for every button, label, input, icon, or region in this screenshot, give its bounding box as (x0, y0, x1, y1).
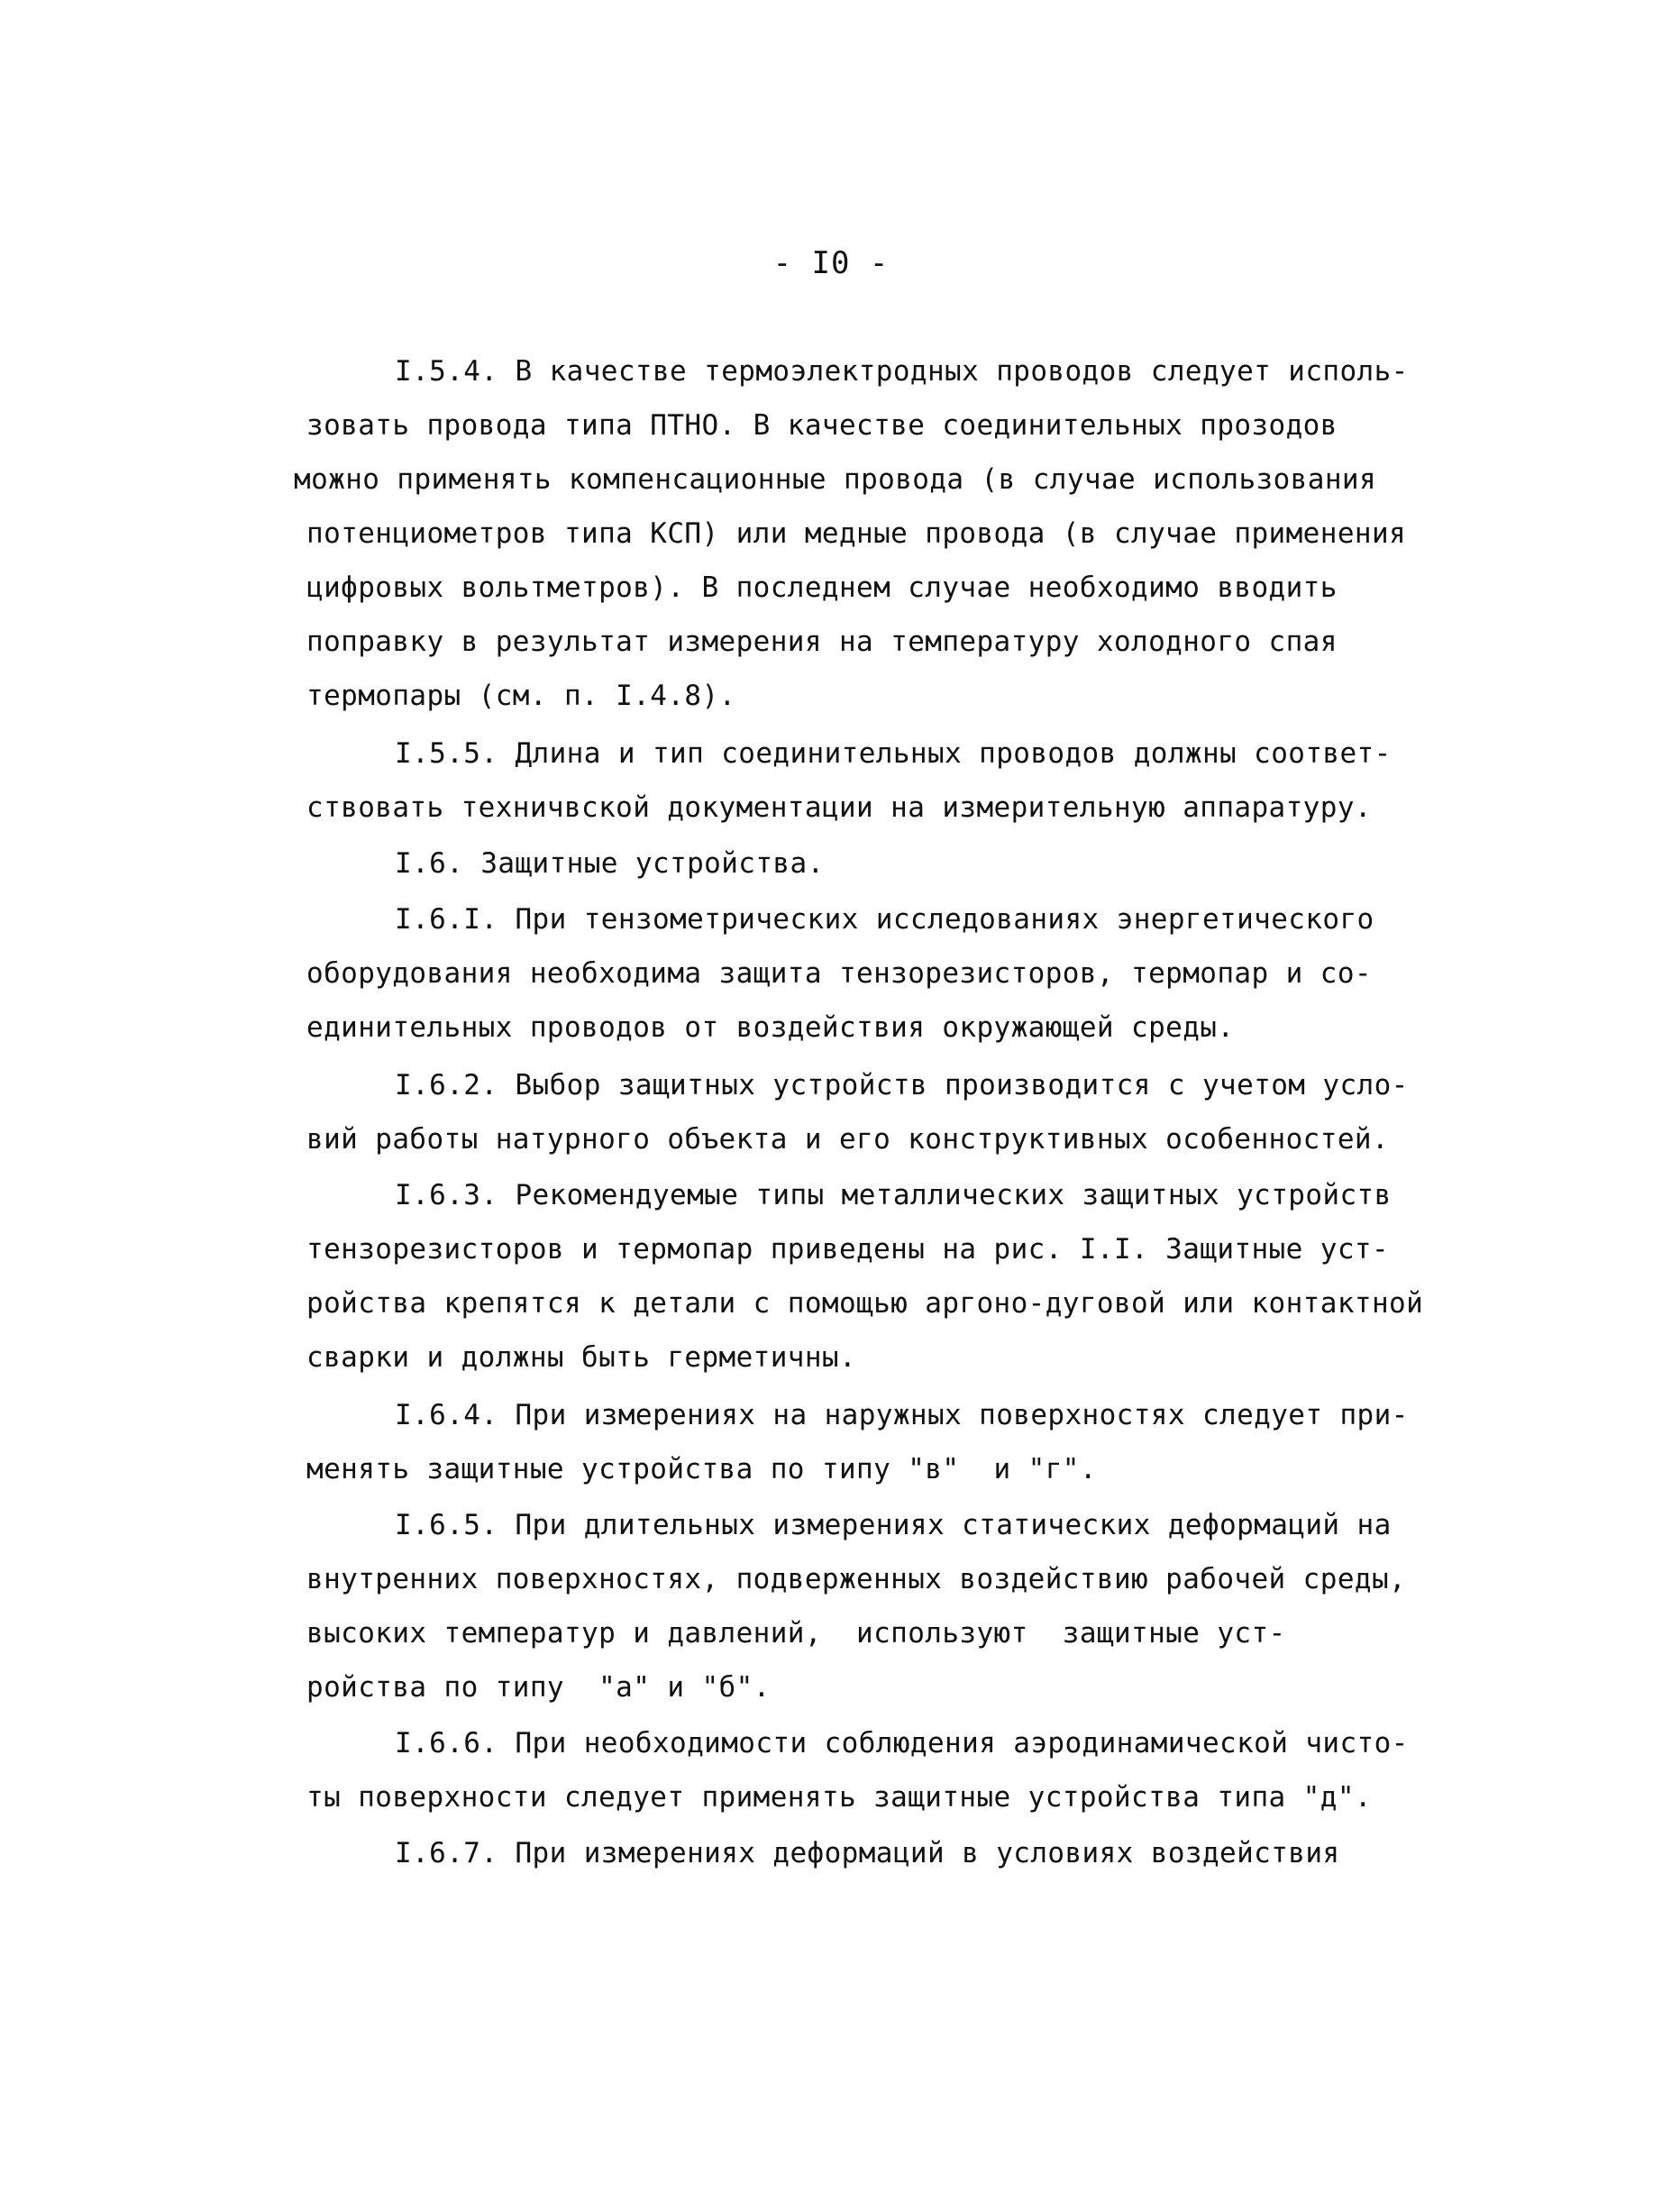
page-number: - I0 - (772, 245, 890, 281)
text-line: менять защитные устройства по типу "в" и "г". (306, 1453, 1097, 1485)
text-line: зовать провода типа ПТНО. В качестве соединительных прозодов (306, 409, 1338, 442)
text-line: высоких температур и давлений, используют защитные уст- (306, 1617, 1286, 1650)
text-line: внутренних поверхностях, подверженных воздействию рабочей среды, (306, 1563, 1407, 1595)
section-heading: I.6. Защитные устройства. (395, 847, 825, 880)
text-line: ройства по типу "а" и "б". (306, 1671, 771, 1704)
text-line: оборудования необходима защита тензорезисторов, термопар и со- (306, 957, 1372, 990)
text-line: I.6.4. При измерениях на наружных поверхностях следует при- (395, 1399, 1409, 1431)
text-line: ты поверхности следует применять защитные устройства типа "д". (306, 1781, 1372, 1814)
text-line: I.6.5. При длительных измерениях статических деформаций на (395, 1509, 1392, 1541)
text-line: вий работы натурного объекта и его конструктивных особенностей. (306, 1123, 1390, 1156)
text-line: ройства крепятся к детали с помощью аргоно-дуговой или контактной (306, 1287, 1424, 1320)
text-line: ствовать техничвской документации на измерительную аппаратуру. (306, 791, 1372, 824)
text-line: можно применять компенсационные провода (в случае использования (294, 463, 1377, 496)
text-line: I.6.6. При необходимости соблюдения аэродинамической чисто- (395, 1727, 1409, 1760)
text-line: I.5.5. Длина и тип соединительных проводов должны соответ- (395, 737, 1392, 770)
text-line: поправку в результат измерения на температуру холодного спая (306, 626, 1338, 658)
text-line: единительных проводов от воздействия окружающей среды. (306, 1011, 1235, 1044)
text-line: тензорезисторов и термопар приведены на рис. I.I. Защитные уст- (306, 1233, 1390, 1266)
text-line: I.5.4. В качестве термоэлектродных проводов следует исполь- (395, 355, 1409, 388)
text-line: I.6.2. Выбор защитных устройств производится с учетом усло- (395, 1069, 1409, 1101)
text-line: I.6.7. При измерениях деформаций в условиях воздействия (395, 1837, 1340, 1869)
text-line: I.6.3. Рекомендуемые типы металлических защитных устройств (395, 1179, 1392, 1211)
text-line: потенциометров типа КСП) или медные провода (в случае применения (306, 517, 1407, 550)
text-line: термопары (см. п. I.4.8). (306, 680, 736, 712)
text-line: сварки и должны быть герметичны. (306, 1341, 857, 1374)
text-line: I.6.I. При тензометрических исследованиях энергетического (395, 903, 1374, 936)
text-line: цифровых вольтметров). В последнем случае необходимо вводить (306, 571, 1338, 604)
